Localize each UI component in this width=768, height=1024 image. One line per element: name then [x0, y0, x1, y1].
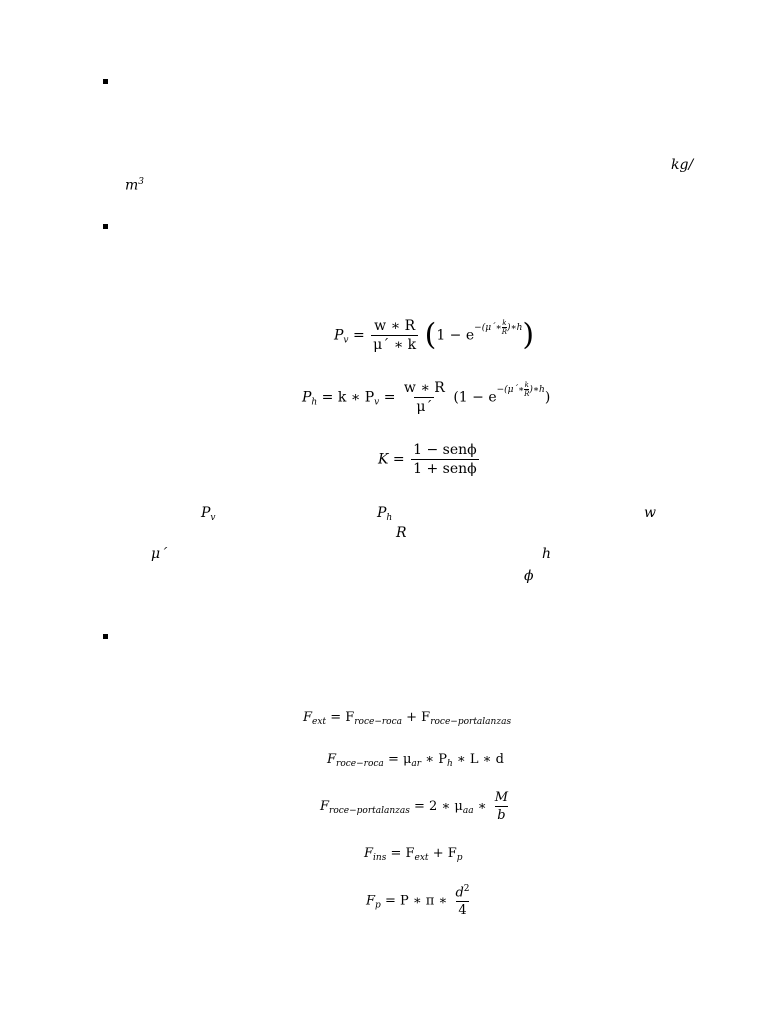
- symbol-h: h: [542, 546, 552, 562]
- fraction-k: $\frac{\text{1 − senϕ}}{\text{1 + senϕ}}$: [413, 442, 477, 477]
- equation-ph: $P_h = k$ ∗ $P_v$ = $\frac{w ∗ R}{\mu´}$ $(1 - e^{-(\mu´∗ \frac{k}{R} )∗h})$: [302, 380, 551, 415]
- fraction-ph: $\frac{w ∗ R}{\mu´}$: [403, 380, 445, 415]
- bullet-2: [103, 224, 108, 229]
- fraction-d2-4: $\frac{d^2}{4}$: [455, 884, 470, 919]
- bullet-3: [103, 634, 108, 639]
- equation-fp: $F_p = P$ ∗ π ∗ $\frac{d^2}{4}$: [366, 884, 470, 919]
- symbol-r: R: [396, 525, 407, 541]
- symbol-ph: $P_h$: [377, 505, 393, 523]
- equation-froce-roca: $F_{roce-roca} = \mu_{ar}$ ∗ $P_h$ ∗ L ∗ d: [327, 752, 504, 769]
- unit-m3: $m^3$: [125, 177, 145, 194]
- equation-fext: $F_{ext} = F_{roce-roca} + F_{roce-portalanzas}$: [303, 710, 512, 727]
- symbol-mu: μ´: [151, 546, 168, 562]
- fraction-m-b: $\frac{M}{b}$: [494, 790, 509, 823]
- unit-kg: kg/: [671, 157, 694, 173]
- symbol-w: w: [644, 505, 656, 521]
- equation-froce-portalanzas: $F_{roce-portalanzas} = 2$ ∗ $\mu_{aa}$ ∗ $\frac{M}{b}$: [320, 790, 509, 823]
- equation-fins: $F_{ins} = F_{ext} + F_p$: [364, 846, 463, 863]
- bullet-1: [103, 79, 108, 84]
- fraction-pv: $\frac{w ∗ R}{\mu´ ∗ k}$: [373, 318, 417, 353]
- symbol-pv: $P_v$: [201, 505, 216, 523]
- equation-k: K = $\frac{\text{1 − senϕ}}{\text{1 + senϕ}}$: [378, 442, 477, 477]
- equation-pv: $P_v$ = $\frac{w ∗ R}{\mu´ ∗ k}$ $(1 - e^{-(\mu´∗ \frac{k}{R} )∗h})$: [334, 317, 535, 353]
- symbol-phi: ϕ: [524, 568, 534, 584]
